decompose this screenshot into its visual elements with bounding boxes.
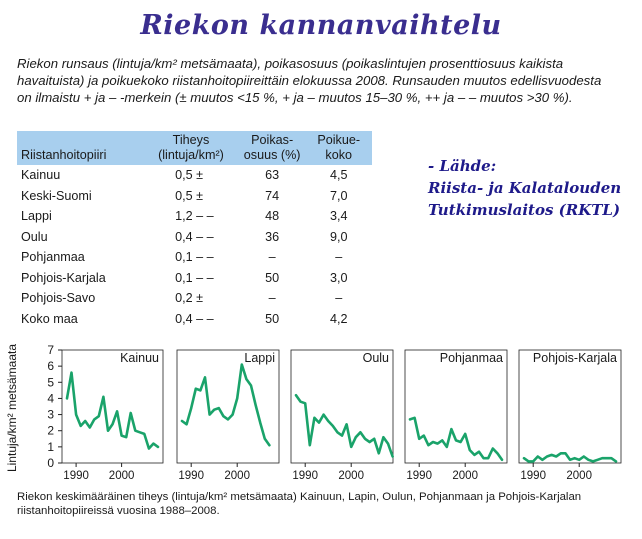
small-multiples-chart	[0, 336, 642, 488]
table-header: Tiheys (lintuja/km²)	[143, 131, 239, 165]
panel-title: Oulu	[362, 351, 389, 365]
table-row	[17, 309, 372, 330]
series-line	[296, 395, 393, 456]
y-tick-label: 6	[47, 359, 54, 374]
table-cell: –	[335, 250, 343, 265]
y-tick-label: 1	[47, 439, 54, 454]
y-tick-label: 5	[47, 375, 54, 390]
source-note	[428, 155, 621, 221]
table-cell: 4,2	[329, 311, 348, 326]
table-cell: 74	[265, 188, 280, 203]
panel-title: Pohjanmaa	[439, 351, 503, 365]
table-cell: 50	[265, 311, 280, 326]
table-cell: 50	[265, 270, 280, 285]
table-cell: –	[268, 291, 276, 306]
intro-text: Riekon runsaus (lintuja/km² metsämaata), poikasosuus (poikaslintujen prosenttiosuus kaikista havaituista) ja poikuekoko riistanhoitopiireittäin elokuussa 2008. Runsauden muutos edellisvuodesta on ilmaistu + ja – -merkein (± muutos <15 %, + ja – muutos 15–30 %, ++ ja – – muutos >30 %).	[17, 56, 602, 105]
table-cell: Kainuu	[21, 168, 61, 183]
table-cell: 4,5	[329, 168, 348, 183]
y-tick-label: 2	[47, 423, 54, 438]
series-line	[67, 373, 158, 449]
table-cell: Pohjois-Savo	[21, 291, 96, 306]
table-cell: Koko maa	[21, 311, 78, 326]
series-line	[524, 453, 616, 461]
table-header-row	[17, 131, 372, 165]
table-row	[17, 288, 372, 309]
table-cell: –	[335, 291, 343, 306]
table-cell: 63	[265, 168, 280, 183]
y-tick-label: 0	[47, 456, 54, 470]
table-header: Poikas-osuus (%)	[239, 131, 306, 165]
table-cell: 0,5 ±	[175, 168, 203, 183]
table-cell: Keski-Suomi	[21, 188, 92, 203]
x-tick-label: 1990	[63, 470, 89, 482]
table-row	[17, 227, 372, 248]
x-tick-label: 2000	[224, 470, 250, 482]
table-cell: 1,2 – –	[175, 209, 214, 224]
x-tick-label: 1990	[406, 470, 432, 482]
table-cell: 0,4 – –	[175, 311, 214, 326]
table-cell: 36	[265, 229, 280, 244]
series-line	[182, 365, 269, 446]
series-line	[410, 418, 502, 460]
table-cell: 0,4 – –	[175, 229, 214, 244]
y-axis-label: Lintuja/km² metsämaata	[5, 343, 19, 473]
table-cell: Pohjois-Karjala	[21, 270, 106, 285]
table-header: Poikue-koko	[305, 131, 372, 165]
panel-frame	[405, 350, 507, 463]
source-org-line1: Riista- ja Kalatalouden	[428, 179, 622, 197]
table-cell: Pohjanmaa	[21, 250, 85, 265]
table-row	[17, 186, 372, 207]
x-tick-label: 2000	[108, 470, 135, 482]
x-tick-label: 2000	[566, 470, 592, 482]
panel-title: Pohjois-Karjala	[532, 351, 617, 365]
table-cell: 7,0	[329, 188, 348, 203]
table-cell: 0,5 ±	[175, 188, 203, 203]
panel-title: Lappi	[244, 351, 275, 365]
source-label: - Lähde:	[428, 157, 497, 175]
chart-caption: Riekon keskimääräinen tiheys (lintuja/km² metsämaata) Kainuun, Lapin, Oulun, Pohjanmaan ja Pohjois-Karjalan riistanhoitopiireissä vuosina 1988–2008.	[17, 491, 582, 517]
table-cell: 0,1 – –	[175, 250, 214, 265]
x-tick-label: 1990	[178, 470, 204, 482]
y-tick-label: 7	[47, 343, 54, 357]
page-title: Riekon kannanvaihtelu	[140, 10, 502, 41]
x-tick-label: 2000	[452, 470, 478, 482]
table-row	[17, 268, 372, 289]
x-tick-label: 1990	[520, 470, 546, 482]
panel-frame	[519, 350, 621, 463]
x-tick-label: 2000	[338, 470, 364, 482]
table-cell: Lappi	[21, 209, 52, 224]
table-cell: 9,0	[329, 229, 348, 244]
source-org-line2: Tutkimuslaitos (RKTL)	[428, 201, 621, 219]
table-cell: 0,1 – –	[175, 270, 214, 285]
table-cell: 3,4	[329, 209, 348, 224]
table-cell: 3,0	[329, 270, 348, 285]
panel-title: Kainuu	[120, 351, 159, 365]
y-tick-label: 4	[47, 391, 54, 406]
table-header: Riistanhoitopiiri	[17, 131, 143, 165]
data-table	[17, 131, 372, 329]
x-tick-label: 1990	[292, 470, 318, 482]
table-cell: –	[268, 250, 276, 265]
table-row	[17, 165, 372, 186]
table-row	[17, 247, 372, 268]
table-cell: 0,2 ±	[175, 291, 203, 306]
table-cell: 48	[265, 209, 280, 224]
table-row	[17, 206, 372, 227]
y-tick-label: 3	[47, 407, 54, 422]
table-cell: Oulu	[21, 229, 48, 244]
